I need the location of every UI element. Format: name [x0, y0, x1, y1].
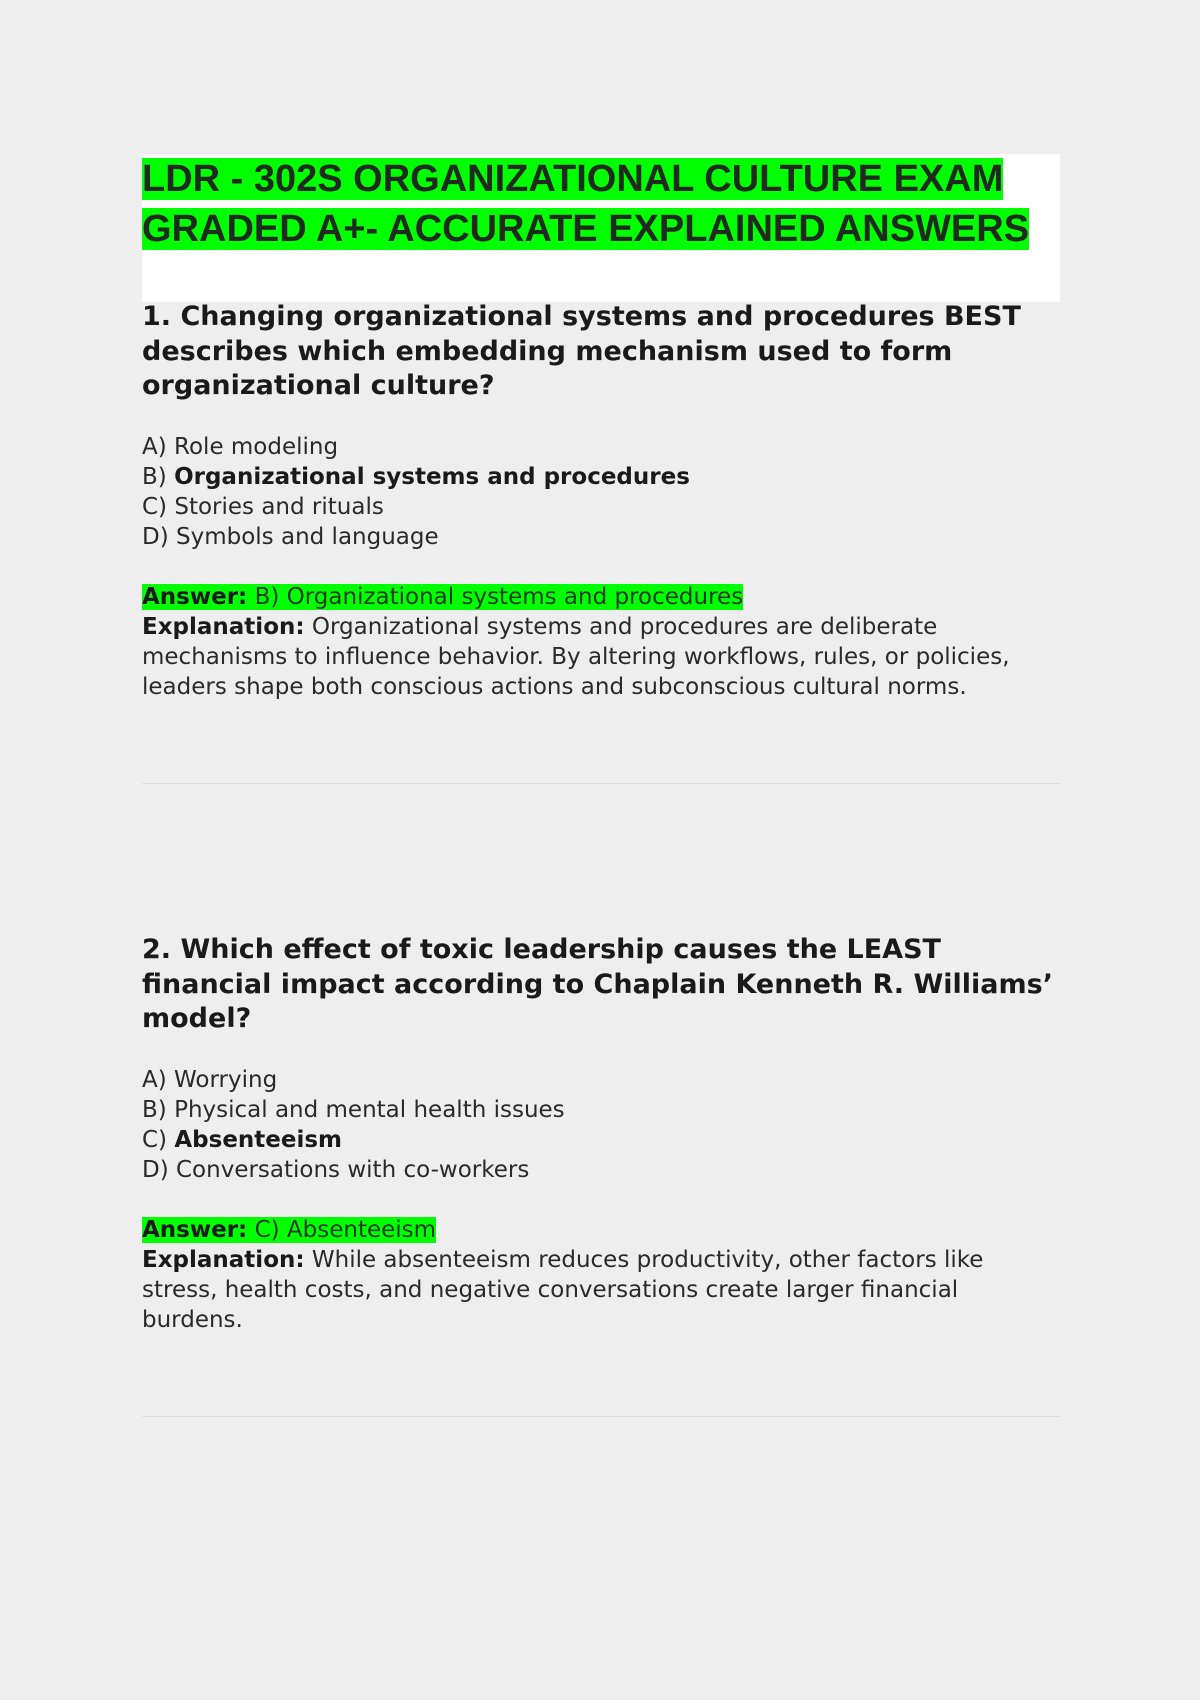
answer-line	[142, 582, 1060, 612]
option-text: Worrying	[174, 1066, 278, 1093]
option-b	[142, 462, 1060, 492]
answer-label: Answer:	[142, 1216, 248, 1243]
option-text: Symbols and language	[176, 523, 439, 550]
answer-label: Answer:	[142, 583, 248, 610]
options-list	[142, 1065, 1060, 1185]
option-a	[142, 432, 1060, 462]
answer-line	[142, 1215, 1060, 1245]
option-text: Physical and mental health issues	[174, 1096, 565, 1123]
option-text: Stories and rituals	[174, 493, 384, 520]
option-c	[142, 492, 1060, 522]
answer-value: B) Organizational systems and procedures	[254, 583, 744, 610]
options-list	[142, 432, 1060, 552]
option-text-correct: Absenteeism	[174, 1126, 343, 1153]
option-text: Role modeling	[174, 433, 339, 460]
question-2	[142, 933, 1060, 1335]
explanation-text: Organizational systems and procedures are deliberate mechanisms to influence behavior. By altering workflows, rules, or policies, leaders shape both conscious actions and subconscious cultural norms.	[142, 613, 1010, 700]
option-b	[142, 1095, 1060, 1125]
question-prompt: Changing organizational systems and procedures BEST describes which embedding mechanism used to form organizational culture?	[142, 301, 1021, 401]
option-letter: D)	[142, 1156, 169, 1183]
title-line-2: GRADED A+- ACCURATE EXPLAINED ANSWERS	[142, 208, 1030, 250]
question-number: 1.	[142, 301, 172, 332]
section-divider	[142, 1416, 1060, 1417]
title-block	[142, 154, 1060, 302]
explanation-label: Explanation:	[142, 613, 305, 640]
title-line-1: LDR - 302S ORGANIZATIONAL CULTURE EXAM	[142, 158, 1004, 200]
option-letter: A)	[142, 433, 167, 460]
option-letter: D)	[142, 523, 169, 550]
question-text	[142, 300, 1060, 404]
option-letter: B)	[142, 1096, 167, 1123]
option-c	[142, 1125, 1060, 1155]
option-text-correct: Organizational systems and procedures	[174, 463, 690, 490]
question-number: 2.	[142, 934, 172, 965]
page-title	[142, 154, 1060, 254]
explanation	[142, 1245, 1060, 1335]
option-a	[142, 1065, 1060, 1095]
answer-value: C) Absenteeism	[254, 1216, 437, 1243]
explanation-label: Explanation:	[142, 1246, 305, 1273]
option-d	[142, 1155, 1060, 1185]
answer-highlight	[142, 584, 743, 610]
explanation-text: While absenteeism reduces productivity, other factors like stress, health costs, and negative conversations create larger financial burdens.	[142, 1246, 984, 1333]
option-letter: C)	[142, 493, 168, 520]
explanation	[142, 612, 1060, 702]
option-letter: C)	[142, 1126, 168, 1153]
question-text	[142, 933, 1060, 1037]
option-letter: A)	[142, 1066, 167, 1093]
section-divider	[142, 783, 1060, 784]
answer-highlight	[142, 1217, 436, 1243]
question-1	[142, 300, 1060, 702]
option-text: Conversations with co-workers	[176, 1156, 530, 1183]
question-prompt: Which effect of toxic leadership causes the LEAST financial impact according to Chaplain Kenneth R. Williams’ model?	[142, 934, 1053, 1034]
option-letter: B)	[142, 463, 167, 490]
option-d	[142, 522, 1060, 552]
